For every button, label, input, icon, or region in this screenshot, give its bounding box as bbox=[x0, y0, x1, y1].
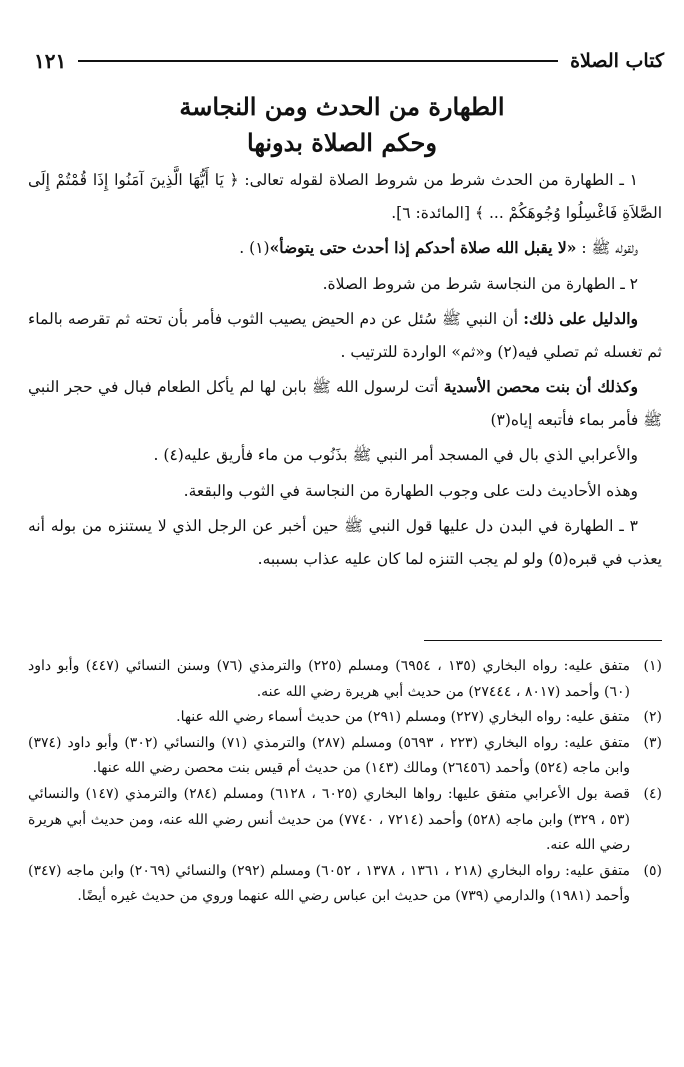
section-title-line-2: وحكم الصلاة بدونها bbox=[247, 128, 437, 157]
footnote bbox=[28, 859, 662, 910]
paragraph-4-text: أن النبي ﷺ سُئل عن دم الحيض يصيب الثوب فأمر بأن تحته ثم تقرصه بالماء ثم تغسله ثم تصلي فيه(٢) و«ثم» الواردة للترتيب . bbox=[28, 310, 662, 361]
footnotes bbox=[28, 654, 662, 910]
paragraph-4 bbox=[28, 303, 662, 368]
footnote bbox=[28, 705, 662, 731]
paragraph-5 bbox=[28, 371, 662, 436]
footnote-text: متفق عليه: رواه البخاري (٢٢٧) ومسلم (٢٩١) من حديث أسماء رضي الله عنها. bbox=[176, 709, 630, 726]
footnote-text: قصة بول الأعرابي متفق عليها: رواها البخاري (٦٠٢٥ ، ٦١٢٨) ومسلم (٢٨٤) والترمذي (١٤٧) والنسائي (٥٣ ، ٣٢٩) وابن ماجه (٥٢٨) وأحمد (٧٢١٤ ، ٧٧٤٠) من حديث أنس رضي الله عنه، ومن حديث أبي هريرة رضي الله عنه. bbox=[28, 785, 631, 854]
paragraph-4-lead: والدليل على ذلك: bbox=[523, 309, 639, 328]
paragraph-2-intro: ولقوله ﷺ : bbox=[576, 239, 638, 257]
paragraph-1: ١ ـ الطهارة من الحدث شرط من شروط الصلاة لقوله تعالى: ﴿ يَا أَيُّهَا الَّذِينَ آمَنُوا إِذَا قُمْتُمْ إِلَى الصَّلاَةِ فَاغْسِلُوا وُجُوهَكُمْ ... ﴾ [المائدة: ٦]. bbox=[28, 171, 662, 222]
book-title: كتاب الصلاة bbox=[570, 50, 664, 72]
running-header bbox=[34, 44, 664, 78]
footnote bbox=[28, 731, 662, 782]
footnote-number: (٣) bbox=[643, 734, 662, 751]
paragraph-8: ٣ ـ الطهارة في البدن دل عليها قول النبي ﷺ حين أخبر عن الرجل الذي لا يستنزه من بوله أنه يعذب في قبره(٥) ولو لم يجب التنزه لما كان عليه عذاب بسببه. bbox=[28, 517, 662, 568]
footnote bbox=[28, 782, 662, 859]
footnote-ref-1: (١) . bbox=[239, 239, 270, 257]
paragraph-6: والأعرابي الذي بال في المسجد أمر النبي ﷺ بذَنُوب من ماء فأريق عليه(٤) . bbox=[153, 446, 638, 464]
header-rule bbox=[78, 60, 558, 62]
paragraph-5-text: أتت لرسول الله ﷺ بابن لها لم يأكل الطعام فبال في حجر النبي ﷺ فأمر بماء فأتبعه إياه(٣) bbox=[28, 378, 662, 429]
paragraph-7: وهذه الأحاديث دلت على وجوب الطهارة من النجاسة في الثوب والبقعة. bbox=[183, 481, 638, 500]
footnote-text: متفق عليه: رواه البخاري (٢١٨ ، ١٣٦١ ، ١٣٧٨ ، ٦٠٥٢) ومسلم (٢٩٢) والنسائي (٢٠٦٩) وابن ماجه (٣٤٧) وأحمد (١٩٨١) والدارمي (٧٣٩) من حديث ابن عباس رضي الله عنهما وروي من حديث غيره أيضًا. bbox=[28, 862, 630, 905]
footnote bbox=[28, 654, 662, 705]
paragraph-3: ٢ ـ الطهارة من النجاسة شرط من شروط الصلاة. bbox=[322, 274, 638, 293]
footnote-number: (٤) bbox=[643, 785, 662, 802]
footnote-number: (١) bbox=[643, 658, 662, 674]
paragraph-5-lead: وكذلك أن بنت محصن الأسدية bbox=[443, 377, 639, 396]
footnote-number: (٢) bbox=[643, 709, 662, 726]
footnote-text: متفق عليه: رواه البخاري (١٣٥ ، ٦٩٥٤) ومسلم (٢٢٥) والترمذي (٧٦) وسنن النسائي (٤٤٧) وأبو داود (٦٠) وأحمد (٨٠١٧ ، ٢٧٤٤٤) من حديث أبي هريرة رضي الله عنه. bbox=[28, 658, 630, 700]
page-number: ١٢١ bbox=[34, 49, 67, 73]
footnote-number: (٥) bbox=[643, 862, 662, 879]
footnote-divider bbox=[424, 640, 662, 641]
section-title-line-1: الطهارة من الحدث ومن النجاسة bbox=[179, 92, 505, 121]
hadith-quote: «لا يقبل الله صلاة أحدكم إذا أحدث حتى يتوضأ» bbox=[269, 238, 577, 257]
paragraph-2 bbox=[28, 232, 662, 265]
footnote-text: متفق عليه: رواه البخاري (٢٢٣ ، ٥٦٩٣) ومسلم (٢٨٧) والترمذي (٧١) والنسائي (٣٠٢) وأبو داود (٣٧٤) وابن ماجه (٥٢٤) وأحمد (٢٦٤٥٦) ومالك (١٤٣) من حديث أم قيس بنت محصن رضي الله عنها. bbox=[28, 734, 631, 777]
main-text bbox=[28, 164, 662, 578]
